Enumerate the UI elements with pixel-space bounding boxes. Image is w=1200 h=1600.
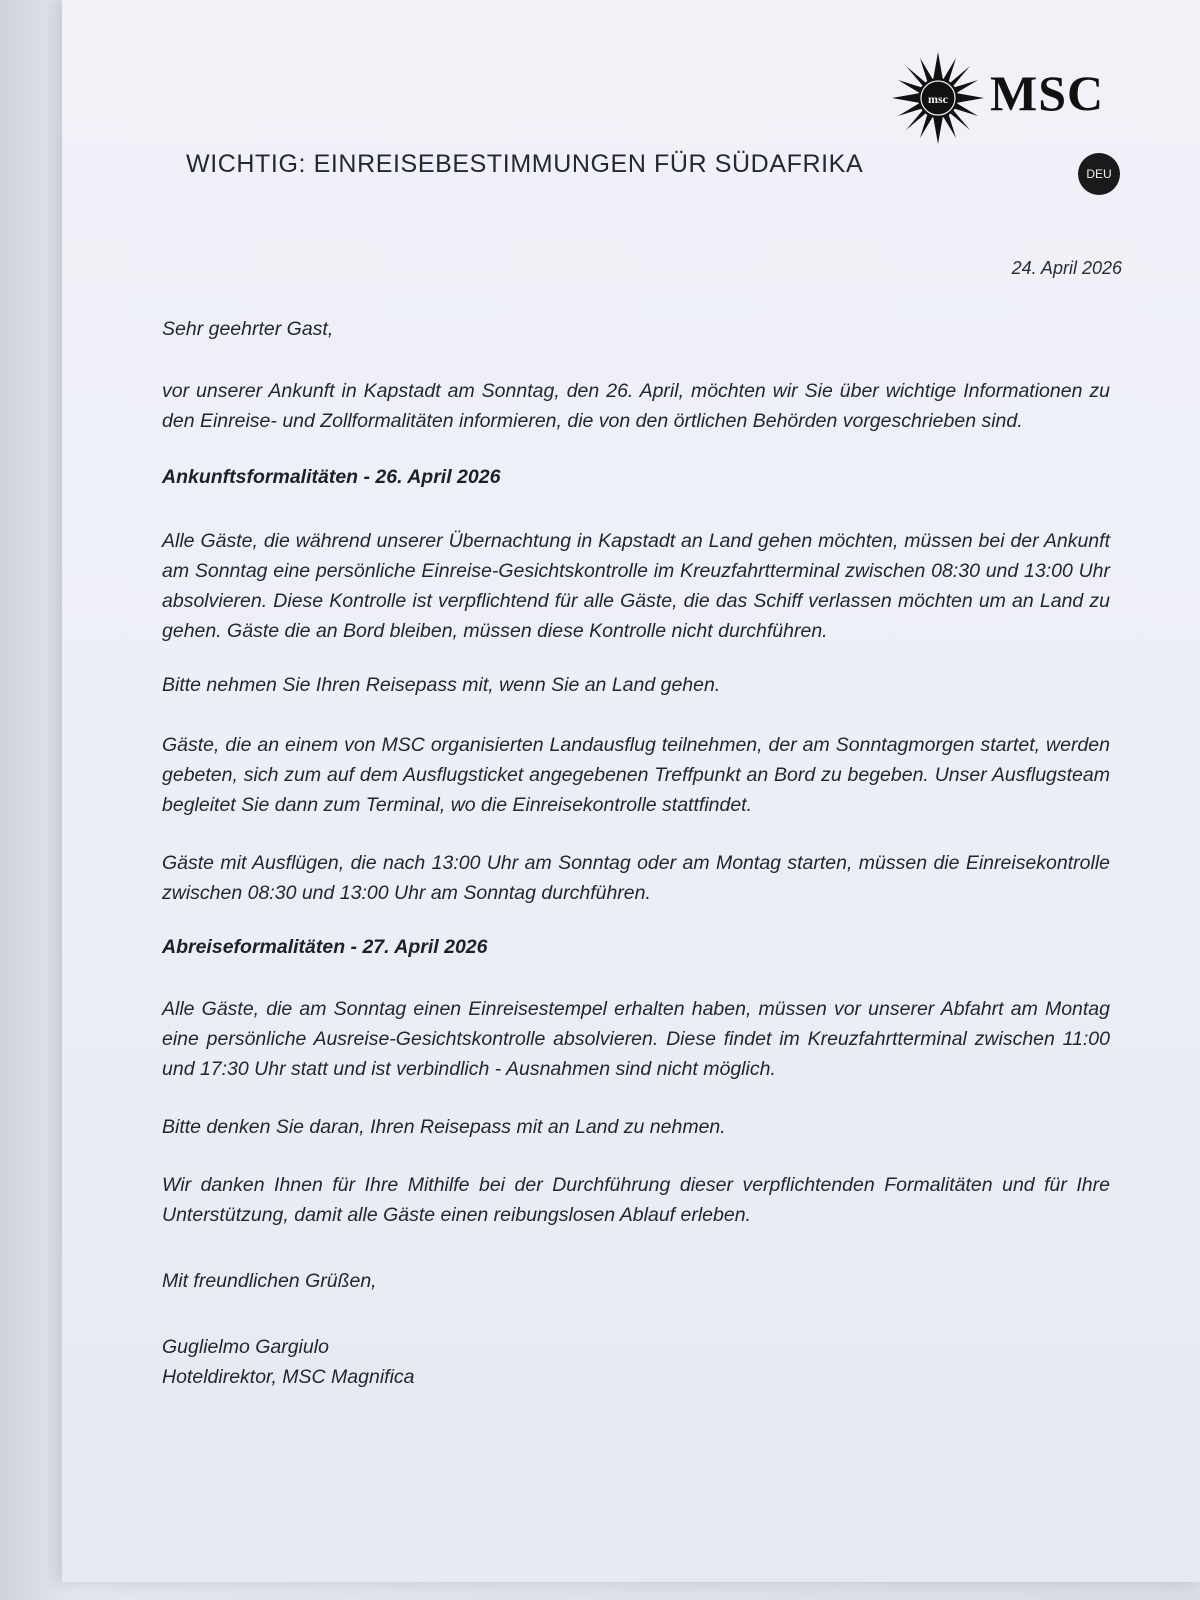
thanks-paragraph: Wir danken Ihnen für Ihre Mithilfe bei der Durchführung dieser verpflichtenden Formalitäten und für Ihre Unterstützung, damit alle Gäste einen reibungslosen Ablauf erleben. <box>162 1174 1110 1226</box>
arrival-paragraph-2: Bitte nehmen Sie Ihren Reisepass mit, wenn Sie an Land gehen. <box>162 674 721 696</box>
intro-paragraph: vor unserer Ankunft in Kapstadt am Sonntag, den 26. April, möchten wir Sie über wichtige Informationen zu den Einreise- und Zollformalitäten informieren, die von den örtlichen Behörden vorgeschrieben sind. <box>162 380 1110 432</box>
letter-sheet <box>62 0 1200 1582</box>
signer-title: Hoteldirektor, MSC Magnifica <box>162 1366 415 1388</box>
signer-name: Guglielmo Gargiulo <box>162 1336 329 1358</box>
msc-logo <box>890 50 1130 146</box>
language-badge: DEU <box>1078 153 1120 195</box>
departure-paragraph-2: Bitte denken Sie daran, Ihren Reisepass mit an Land zu nehmen. <box>162 1116 726 1138</box>
letter-date: 24. April 2026 <box>1011 258 1122 278</box>
page-title: WICHTIG: EINREISEBESTIMMUNGEN FÜR SÜDAFRIKA <box>186 150 864 178</box>
arrival-heading: Ankunftsformalitäten - 26. April 2026 <box>162 466 501 488</box>
brand-name: MSC <box>990 65 1105 121</box>
arrival-paragraph-3: Gäste, die an einem von MSC organisierten Landausflug teilnehmen, der am Sonntagmorgen startet, werden gebeten, sich zum auf dem Ausflugsticket angegebenen Treffpunkt an Bord zu begeben. Unser Ausflugsteam begleitet Sie dann zum Terminal, wo die Einreisekontrolle stattfindet. <box>162 734 1110 816</box>
closing: Mit freundlichen Grüßen, <box>162 1270 377 1292</box>
emblem-text: msc <box>928 92 948 106</box>
compass-rose-icon <box>890 50 986 146</box>
departure-heading: Abreiseformalitäten - 27. April 2026 <box>162 936 488 958</box>
arrival-paragraph-4: Gäste mit Ausflügen, die nach 13:00 Uhr am Sonntag oder am Montag starten, müssen die Einreisekontrolle zwischen 08:30 und 13:00 Uhr am Sonntag durchführen. <box>162 852 1110 904</box>
salutation: Sehr geehrter Gast, <box>162 318 334 340</box>
arrival-paragraph-1: Alle Gäste, die während unserer Übernachtung in Kapstadt an Land gehen möchten, müssen bei der Ankunft am Sonntag eine persönliche Einreise-Gesichtskontrolle im Kreuzfahrtterminal zwischen 08:30 und 13:00 Uhr absolvieren. Diese Kontrolle ist verpflichtend für alle Gäste, die das Schiff verlassen möchten um an Land zu gehen. Gäste die an Bord bleiben, müssen diese Kontrolle nicht durchführen. <box>162 530 1110 642</box>
departure-paragraph-1: Alle Gäste, die am Sonntag einen Einreisestempel erhalten haben, müssen vor unserer Abfahrt am Montag eine persönliche Ausreise-Gesichtskontrolle absolvieren. Diese findet im Kreuzfahrtterminal zwischen 11:00 und 17:30 Uhr statt und ist verbindlich - Ausnahmen sind nicht möglich. <box>162 998 1110 1080</box>
